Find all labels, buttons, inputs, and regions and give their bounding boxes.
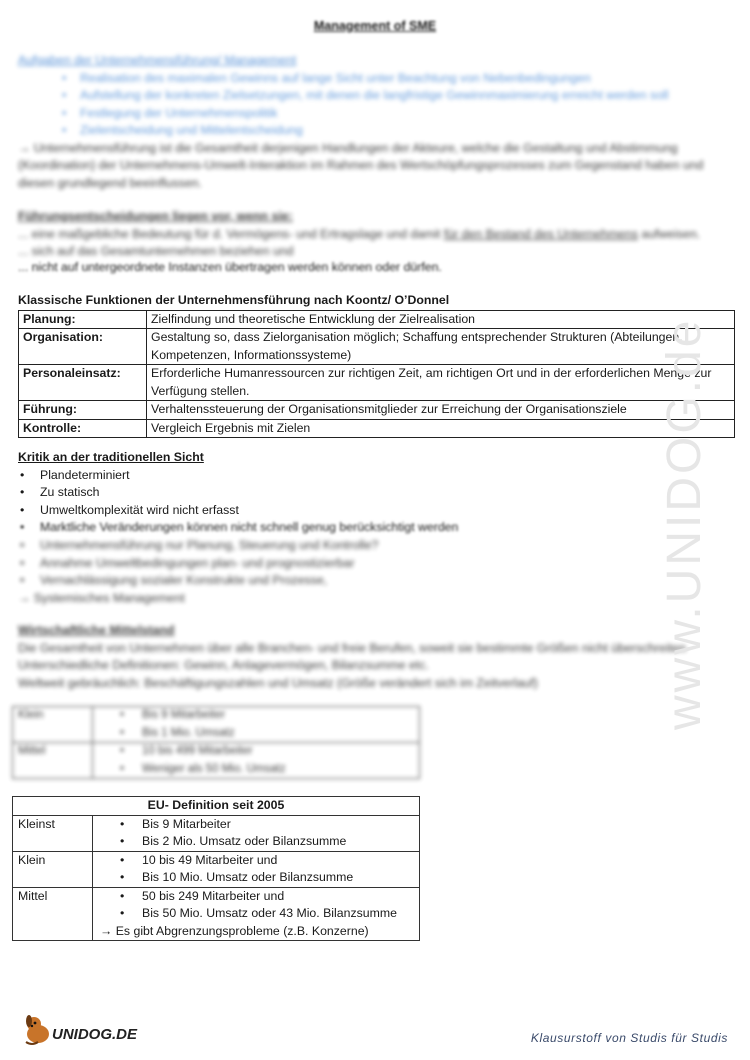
decisions-section	[18, 208, 733, 261]
decisions-line-1-start: ... eine maßgebliche Bedeutung für d. Vermögens- und Ertragslage und damit	[18, 226, 444, 241]
list-item: • Weniger als 50 Mio. Umsatz	[120, 761, 414, 779]
sme-heading: Wirtschaftliche Mittelstand	[18, 623, 175, 637]
sme-line-1: Die Gesamtheit von Unternehmen über alle Branchen- und freie Berufen, soweit sie bestimmte Größen nicht überschreiten	[18, 640, 686, 655]
table-cell-key: Organisation:	[19, 329, 147, 365]
list-item: • Aufstellung der konkreten Zielsetzungen, mit denen die langfristige Gewinnmaximierung erreicht werden soll	[62, 87, 733, 105]
table-cell-key: Personaleinsatz:	[19, 365, 147, 401]
table-cell-key: Klein	[13, 707, 93, 743]
table-row	[13, 815, 420, 851]
table-cell-key: Kontrolle:	[19, 419, 147, 438]
table-cell-value: Erforderliche Humanressourcen zur richtigen Zeit, am richtigen Ort und in der erforderlichen Menge zur Verfügung stellen.	[147, 365, 735, 401]
table-cell-value	[93, 707, 420, 743]
old-definition-table-wrap	[12, 706, 420, 779]
table-cell-key: Mittel	[13, 887, 93, 941]
list-item: • Annahme Umweltbedingungen plan- und prognostizierbar	[18, 555, 733, 573]
logo-text: UNIDOG.DE	[52, 1026, 138, 1043]
sme-line-2: Unterschiedliche Definitionen: Gewinn, Anlagevermögen, Bilanzsumme etc.	[18, 658, 429, 672]
list-item: • Bis 1 Mio. Umsatz	[120, 725, 414, 743]
list-item: • Bis 9 Mitarbeiter	[120, 816, 414, 834]
table-cell-value	[93, 743, 420, 779]
list-item: • 10 bis 49 Mitarbeiter und	[120, 852, 414, 870]
list-item: • Zu statisch	[18, 484, 733, 502]
old-definition-table	[12, 706, 420, 779]
list-item: • Zielentscheidung und Mittelentscheidung	[62, 122, 733, 140]
list-item: • Unternehmensführung nur Planung, Steuerung und Kontrolle?	[18, 537, 733, 555]
unidog-logo	[22, 1012, 152, 1048]
list-item: • 50 bis 249 Mitarbeiter und	[120, 888, 414, 906]
watermark-graphic	[620, 280, 730, 740]
table-cell-key: Planung:	[19, 310, 147, 329]
list-item: • Festlegung der Unternehmenspolitik	[62, 105, 733, 123]
table-cell-value	[93, 815, 420, 851]
table-cell-value	[93, 851, 420, 887]
table-row	[13, 851, 420, 887]
footer-tagline: Klausurstoff von Studis für Studis	[530, 1031, 728, 1045]
decisions-line-1	[18, 226, 733, 244]
table-header-row	[13, 797, 420, 816]
criticism-heading: Kritik an der traditionellen Sicht	[18, 450, 204, 464]
table-cell-key: Kleinst	[13, 815, 93, 851]
watermark	[620, 280, 730, 740]
list-item: • Bis 2 Mio. Umsatz oder Bilanzsumme	[120, 833, 414, 851]
list-item: • Bis 10 Mio. Umsatz oder Bilanzsumme	[120, 869, 414, 887]
tasks-definition: → Unternehmensführung ist die Gesamtheit derjenigen Handlungen der Akteure, welche die Gestaltung und Abstimmung (Koordination) der Unternehmens-Umwelt-Interaktion im Rahmen des Wertschöpfungsprozesses zum Gegenstand haben und diesen grundlegend beeinflussen.	[18, 140, 704, 190]
watermark-text: www.UNIDOG.de	[658, 317, 711, 730]
list-item: • Realisation des maximalen Gewinns auf lange Sicht unter Beachtung von Nebenbedingungen	[62, 70, 733, 88]
eu-definition-table	[12, 796, 420, 941]
document-title: Management of SME	[313, 19, 437, 33]
table-cell-value: Zielfindung und theoretische Entwicklung der Zielrealisation	[147, 310, 735, 329]
eu-table-heading: EU- Definition seit 2005	[13, 797, 420, 816]
dog-icon	[22, 1012, 152, 1048]
table-cell-value: Gestaltung so, dass Zielorganisation möglich; Schaffung entsprechender Strukturen (Abteilungen, Kompetenzen, Informationssysteme)	[147, 329, 735, 365]
tasks-heading: Aufgaben der Unternehmensführung/ Management	[18, 53, 297, 67]
decisions-line-3: ... nicht auf untergeordnete Instanzen übertragen werden können oder dürfen.	[18, 260, 442, 274]
list-item: • 10 bis 499 Mitarbeiter	[120, 743, 414, 761]
list-item: • Bis 50 Mio. Umsatz oder 43 Mio. Bilanzsumme	[120, 905, 414, 923]
list-item: • Vernachlässigung sozialer Konstrukte und Prozesse,	[18, 572, 733, 590]
table-cell-value: Verhaltenssteuerung der Organisationsmitglieder zur Erreichung der Organisationsziele	[147, 401, 735, 420]
sme-line-3: Weltweit gebräuchlich: Beschäftigungszahlen und Umsatz (Größe verändert sich im Zeitverlauf)	[18, 675, 538, 690]
list-item: • Umweltkomplexität wird nicht erfasst	[18, 502, 733, 520]
table-cell-key: Führung:	[19, 401, 147, 420]
table-row	[13, 707, 420, 743]
table-cell-value: Vergleich Ergebnis mit Zielen	[147, 419, 735, 438]
list-item: • Bis 9 Mitarbeiter	[120, 707, 414, 725]
tasks-section	[18, 52, 733, 192]
table-cell-key: Klein	[13, 851, 93, 887]
list-item: • Plandeterminiert	[18, 467, 733, 485]
tasks-list	[62, 70, 733, 140]
list-item: • Marktliche Veränderungen können nicht schnell genug berücksichtigt werden	[18, 519, 733, 537]
decisions-line-2: ... sich auf das Gesamtunternehmen beziehen und	[18, 244, 294, 258]
table-cell-value	[93, 887, 420, 941]
koontz-heading: Klassische Funktionen der Unternehmensführung nach Koontz/ O’Donnel	[18, 293, 450, 307]
criticism-arrow-line: → Systemisches Management	[18, 590, 185, 605]
decisions-line-1-underlined: für den Bestand des Unternehmens	[443, 226, 639, 241]
eu-definition-table-wrap	[12, 796, 420, 941]
table-cell-key: Mittel	[13, 743, 93, 779]
decisions-heading: Führungsentscheidungen liegen vor, wenn sie:	[18, 209, 293, 223]
table-row	[13, 743, 420, 779]
decisions-line-1-end: aufweisen.	[638, 226, 701, 241]
table-row	[13, 887, 420, 941]
eu-table-note: → Es gibt Abgrenzungsprobleme (z.B. Konzerne)	[100, 923, 369, 938]
